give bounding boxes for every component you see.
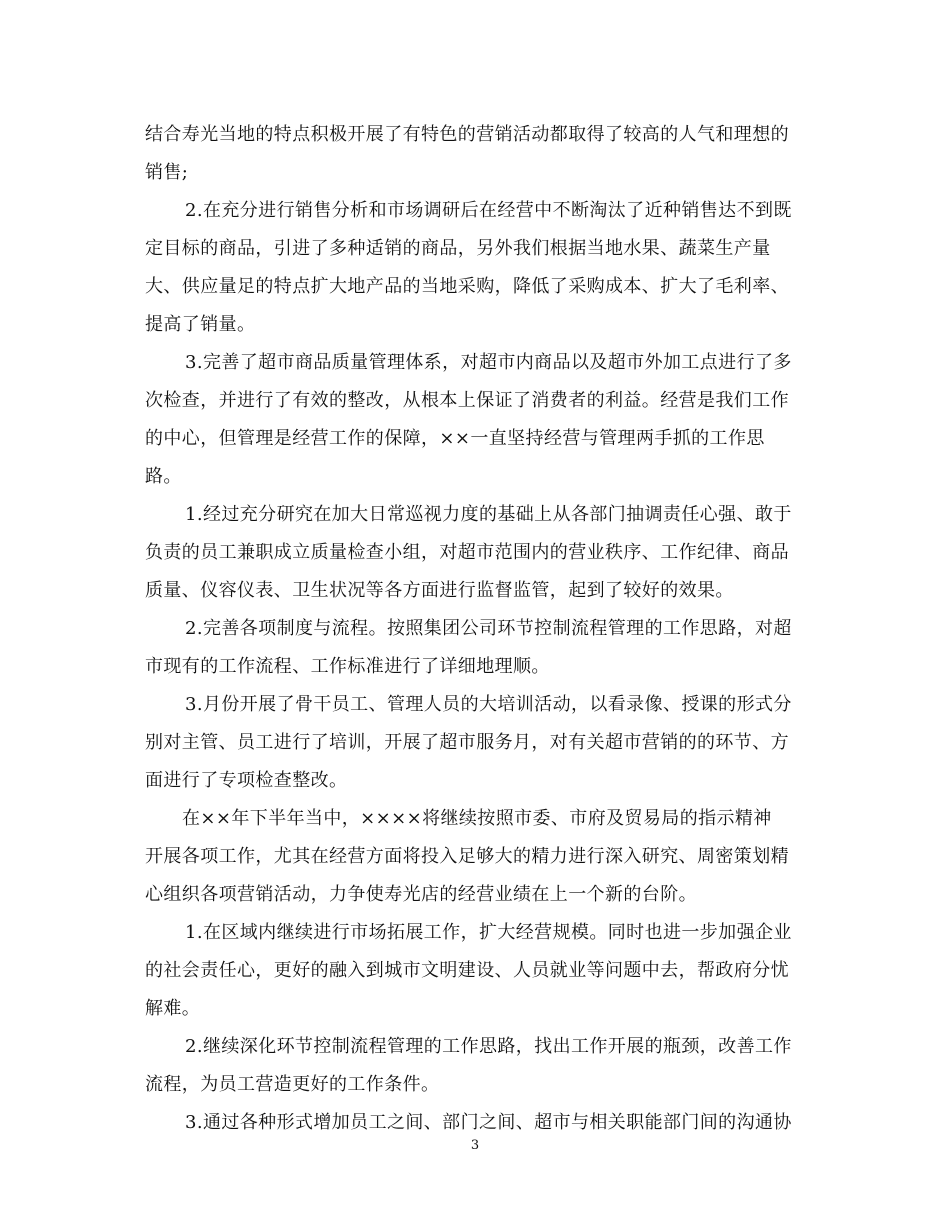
paragraph: [145, 1028, 805, 1104]
text-line: 1.经过充分研究在加大日常巡视力度的基础上从各部门抽调责任心强、敢于: [185, 504, 792, 525]
text-line: 提高了销量。: [145, 314, 256, 335]
text-line: 的社会责任心，更好的融入到城市文明建设、人员就业等问题中去，帮政府分忧: [145, 960, 789, 981]
text-line: 解难。: [145, 998, 201, 1019]
paragraph: [145, 496, 805, 610]
text-line: 3.完善了超市商品质量管理体系，对超市内商品以及超市外加工点进行了多: [185, 352, 792, 373]
text-line: 别对主管、员工进行了培训，开展了超市服务月，对有关超市营销的的环节、方: [145, 732, 789, 753]
text-line: 质量、仪容仪表、卫生状况等各方面进行监督监管，起到了较好的效果。: [145, 580, 734, 601]
paragraph: [145, 610, 805, 686]
paragraph: [145, 116, 805, 192]
text-line: 路。: [145, 466, 182, 487]
text-line: 流程，为员工营造更好的工作条件。: [145, 1074, 440, 1095]
text-line: 定目标的商品，引进了多种适销的商品，另外我们根据当地水果、蔬菜生产量: [145, 238, 771, 259]
text-line: 2.在充分进行销售分析和市场调研后在经营中不断淘汰了近种销售达不到既: [185, 200, 792, 221]
text-line: 次检查，并进行了有效的整改，从根本上保证了消费者的利益。经营是我们工作: [145, 390, 789, 411]
text-line: 3.通过各种形式增加员工之间、部门之间、超市与相关职能部门间的沟通协: [185, 1112, 792, 1133]
text-line: 销售;: [145, 162, 189, 183]
text-line: 负责的员工兼职成立质量检查小组，对超市范围内的营业秩序、工作纪律、商品: [145, 542, 789, 563]
text-line: 心组织各项营销活动，力争使寿光店的经营业绩在上一个新的台阶。: [145, 884, 697, 905]
paragraph: [145, 800, 805, 914]
text-line: 开展各项工作，尤其在经营方面将投入足够大的精力进行深入研究、周密策划精: [145, 846, 789, 867]
paragraph: [145, 914, 805, 1028]
paragraph: [145, 192, 805, 344]
paragraph: [145, 344, 805, 496]
text-line: 的中心，但管理是经营工作的保障，××一直坚持经营与管理两手抓的工作思: [145, 428, 765, 449]
text-line: 3.月份开展了骨干员工、管理人员的大培训活动，以看录像、授课的形式分: [185, 694, 792, 715]
page-number: 3: [470, 1138, 480, 1153]
text-line: 1.在区域内继续进行市场拓展工作，扩大经营规模。同时也进一步加强企业: [185, 922, 792, 943]
document-body: [145, 116, 805, 1142]
text-line: 2.完善各项制度与流程。按照集团公司环节控制流程管理的工作思路，对超: [185, 618, 792, 639]
text-line: 大、供应量足的特点扩大地产品的当地采购，降低了采购成本、扩大了毛利率、: [145, 276, 789, 297]
text-line: 在××年下半年当中，××××将继续按照市委、市府及贸易局的指示精神: [182, 808, 772, 829]
text-line: 2.继续深化环节控制流程管理的工作思路，找出工作开展的瓶颈，改善工作: [185, 1036, 792, 1057]
text-line: 市现有的工作流程、工作标准进行了详细地理顺。: [145, 656, 550, 677]
paragraph: [145, 1104, 805, 1142]
text-line: 结合寿光当地的特点积极开展了有特色的营销活动都取得了较高的人气和理想的: [145, 124, 789, 145]
text-line: 面进行了专项检查整改。: [145, 770, 348, 791]
paragraph: [145, 686, 805, 800]
